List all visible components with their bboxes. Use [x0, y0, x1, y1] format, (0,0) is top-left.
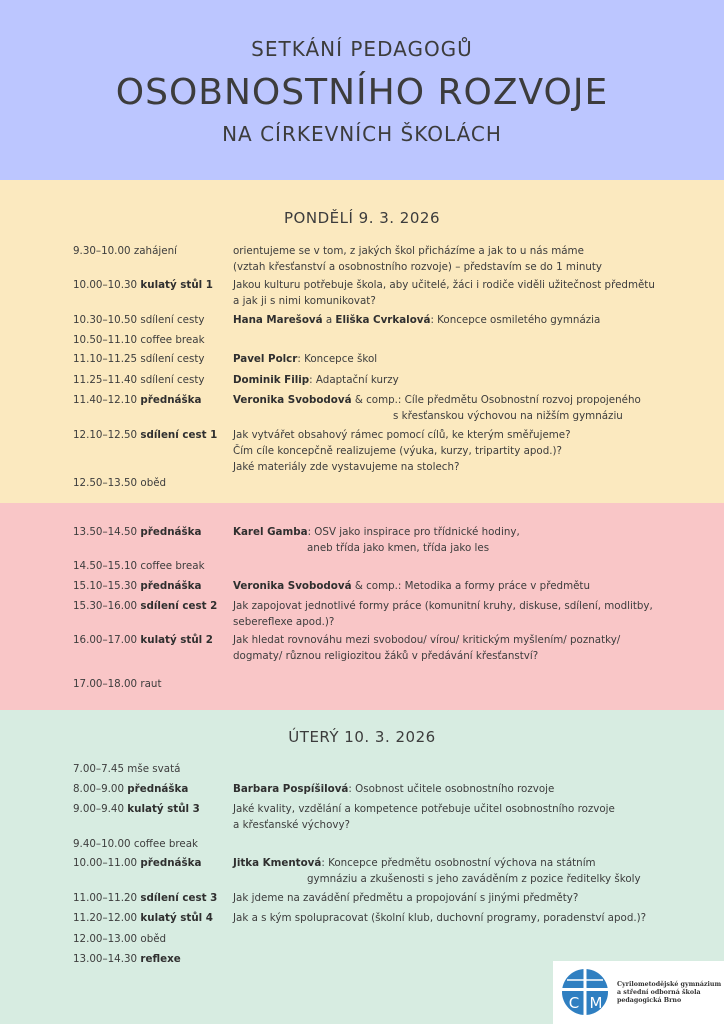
- school-name: Cyrilometodějské gymnázium a střední odborná škola pedagogická Brno: [617, 981, 722, 1004]
- afternoon-section: 13.50–14.50 přednáška Karel Gamba: OSV jako inspirace pro třídnické hodiny, aneb třída jako kmen, třída jako les 14.50–15.10 coffee break 15.10–15.30 přednáška Veronika Svobodová & comp.: Metodika a formy práce v předmětu 15.30–16.00 sdílení cest 2 Jak zapojovat jednotlivé formy práce (komunitní kruhy, diskuse, sdílení, modlitby, sebereflexe apod.)? 16.00–17.00 kulatý stůl 2 Jak hledat rovnováhu mezi svobodou/ vírou/ kritickým myšlením/ poznatky/ dogmaty/ různou religiozitou žáků v předávání křesťanství? 17.00–18.00 raut: [0, 503, 724, 710]
- monday-title: PONDĚLÍ 9. 3. 2026: [284, 209, 440, 227]
- tuesday-title: ÚTERÝ 10. 3. 2026: [288, 728, 436, 746]
- school-logo: [553, 961, 724, 1024]
- title-line-3: NA CÍRKEVNÍCH ŠKOLÁCH: [222, 122, 502, 146]
- logo-letter-m: M: [589, 994, 603, 1012]
- monday-section: PONDĚLÍ 9. 3. 2026 9.30–10.00 zahájení orientujeme se v tom, z jakých škol přicházíme a jak to u nás máme (vztah křesťanství a osobnostního rozvoje) – představím se do 1 minuty 10.00–10.30 kulatý stůl 1 Jakou kulturu potřebuje škola, aby učitelé, žáci i rodiče viděli užitečnost předmětu a jak ji s nimi komunikovat? 10.30–10.50 sdílení cesty Hana Marešová a Eliška Cvrkalová: Koncepce osmiletého gymnázia 10.50–11.10 coffee break 11.10–11.25 sdílení cesty Pavel Polcr: Koncepce škol 11.25–11.40 sdílení cesty Dominik Filip: Adaptační kurzy 11.40–12.10 přednáška Veronika Svobodová & comp.: Cíle předmětu Osobnostní rozvoj propojeného s křesťanskou výchovou na nižším gymnáziu 12.10–12.50 sdílení cest 1 Jak vytvářet obsahový rámec pomocí cílů, ke kterým směřujeme? Čím cíle koncepčně realizujeme (výuka, kurzy, tripartity apod.)? Jaké materiály zde vystavujeme na stolech? 12.50–13.50 oběd: [0, 180, 724, 503]
- title-banner: [0, 0, 724, 180]
- logo-letter-c: C: [568, 994, 580, 1012]
- title-line-2: OSOBNOSTNÍHO ROZVOJE: [115, 72, 609, 113]
- cm-emblem-icon: [561, 968, 609, 1016]
- title-line-1: SETKÁNÍ PEDAGOGŮ: [251, 37, 473, 61]
- tuesday-section: ÚTERÝ 10. 3. 2026 7.00–7.45 mše svatá 8.00–9.00 přednáška Barbara Pospíšilová: Osobnost učitele osobnostního rozvoje 9.00–9.40 kulatý stůl 3 Jaké kvality, vzdělání a kompetence potřebuje učitel osobnostního rozvoje a křesťanské výchovy? 9.40–10.00 coffee break 10.00–11.00 přednáška Jitka Kmentová: Koncepce předmětu osobnostní výchova na státním gymnáziu a zkušenosti s jeho zaváděním z pozice ředitelky školy 11.00–11.20 sdílení cest 3 Jak jdeme na zavádění předmětu a propojování s jinými předměty? 11.20–12.00 kulatý stůl 4 Jak a s kým spolupracovat (školní klub, duchovní programy, poradenství apod.)? 12.00–13.00 oběd 13.00–14.30 reflexe: [0, 710, 724, 1024]
